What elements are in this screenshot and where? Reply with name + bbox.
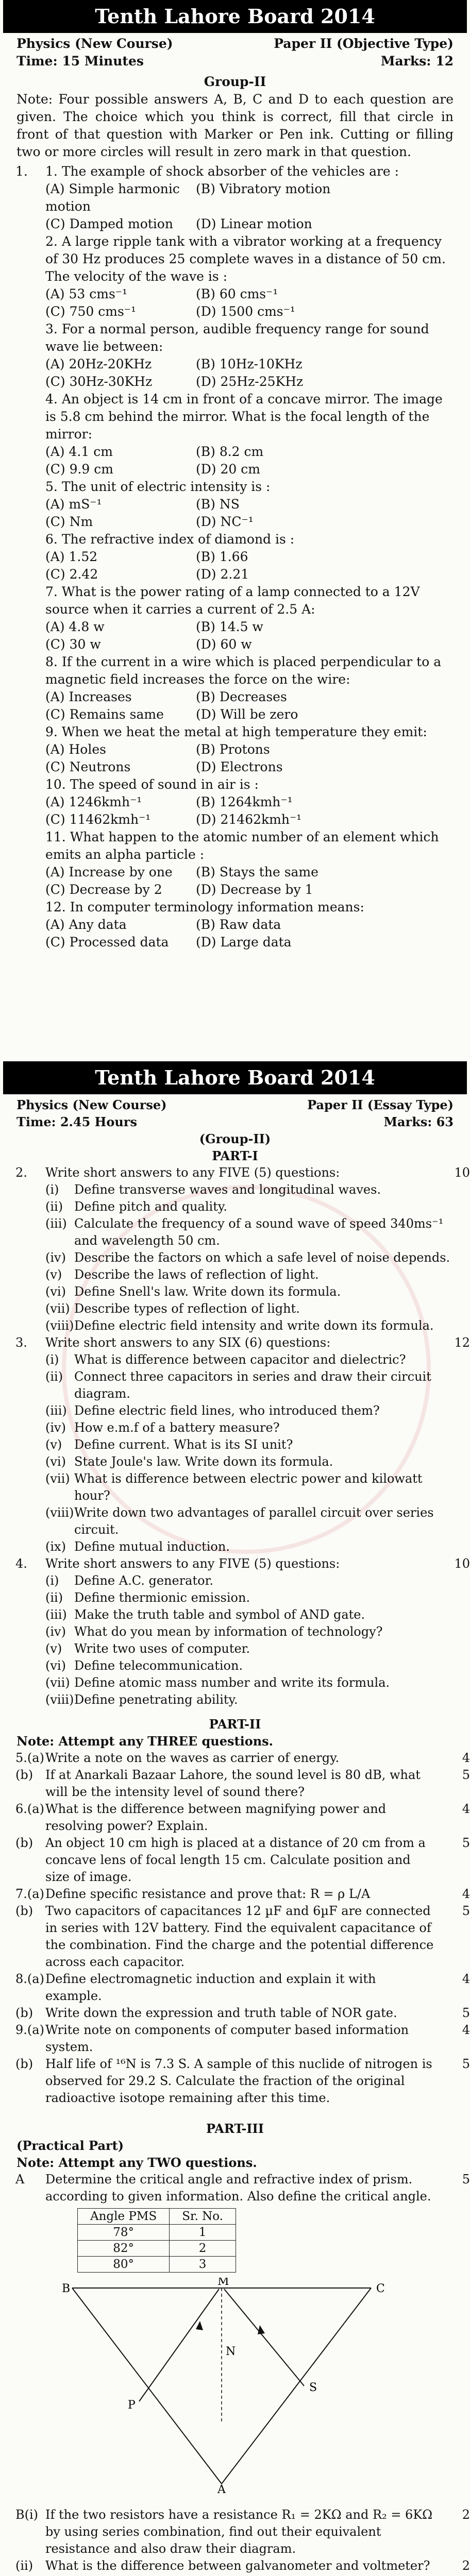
sub-question: (vii) Describe types of reflection of light. <box>45 1301 300 1316</box>
part1-heading: PART-I <box>212 1148 258 1163</box>
mcq-item <box>0 776 470 793</box>
short-question-q3: 3. Write short answers to any SIX (6) questions: 12 <box>15 1335 470 1350</box>
paper1-group: Group-II <box>204 74 266 89</box>
mcq-option: (A) 4.1 cm <box>45 444 113 459</box>
mcq-option: (D) 60 w <box>196 637 252 652</box>
label-m: M <box>217 2278 229 2288</box>
part3-note: Note: Attempt any TWO questions. <box>16 2155 257 2170</box>
mcq-options <box>0 285 470 320</box>
mcq-question: The unit of electric intensity is : <box>61 479 271 494</box>
long-question: (b) Half life of ¹⁶N is 7.3 S. A sample of this nuclide of nitrogen is observed for 29.2 S. Calculate the fraction of the original radioactive isotope remaining after this time. 5 <box>15 2057 470 2105</box>
label-b: B <box>62 2282 71 2295</box>
mcq-question: An object is 14 cm in front of a concave mirror. The image is 5.8 cm behind the mirror. What is the focal length of the mirror: <box>45 392 443 442</box>
label-p: P <box>128 2399 136 2412</box>
mcq-option: (D) 2.21 <box>196 567 249 582</box>
mcq-option: (B) Protons <box>196 742 270 757</box>
mcq-option: (A) 1.52 <box>45 549 98 564</box>
mcq-option: (A) Increase by one <box>45 865 173 879</box>
mcq-question: What happen to the atomic number of an element which emits an alpha particle : <box>45 829 439 862</box>
mcq-options <box>0 916 470 951</box>
long-question: 6.(a) What is the difference between magnifying power and resolving power? Explain. 4 <box>15 1802 470 1833</box>
mcq-question: What is the power rating of a lamp connected to a 12V source when it carries a current of 2.5 A: <box>45 584 420 617</box>
mcq-number: 6. <box>45 532 58 547</box>
mcq-option: (B) Raw data <box>196 917 281 932</box>
mcq-option: (A) Increases <box>45 689 132 704</box>
srno-header: Sr. No. <box>170 2209 236 2225</box>
sub-question: (i) Define A.C. generator. <box>45 1573 214 1588</box>
paper1-course: Physics (New Course) <box>16 36 173 51</box>
long-question: 9.(a) Write note on components of computer based information system. 4 <box>15 2023 470 2054</box>
paper2 <box>0 1061 470 2576</box>
short-question-q4: 4. Write short answers to any FIVE (5) questions: 10 <box>15 1556 470 1571</box>
mcq-options <box>0 741 470 776</box>
sub-question: (iii) Define electric field lines, who introduced them? <box>45 1403 380 1418</box>
mcq-option: (B) 8.2 cm <box>196 444 264 459</box>
label-s: S <box>309 2381 317 2394</box>
practical-q-a: A Determine the critical angle and refractive index of prism. according to given information. Also define the critical angle. 5 <box>15 2172 470 2204</box>
mcq-number: 11. <box>45 829 66 844</box>
mcq-options <box>0 618 470 653</box>
mcq-option: (D) Large data <box>196 935 292 950</box>
paper1-marks: Marks: 12 <box>380 54 454 69</box>
mcq-question: The refractive index of diamond is : <box>61 532 295 547</box>
mcq-option: (B) 10Hz-10KHz <box>196 357 303 371</box>
long-question: (b) If at Anarkali Bazaar Lahore, the sound level is 80 dB, what will be the intensity level of sound there? 5 <box>15 1768 470 1799</box>
mcq-question: The example of shock absorber of the vehicles are : <box>61 164 399 179</box>
mcq-number: 3. <box>45 321 58 336</box>
mcq-option: (C) Remains same <box>45 707 164 722</box>
mcq-option: (A) 53 cms⁻¹ <box>45 286 128 301</box>
mcq-option: (B) 14.5 w <box>196 619 263 634</box>
mcq-option: (C) Decrease by 2 <box>45 882 162 897</box>
paper2-course: Physics (New Course) <box>16 1097 167 1112</box>
mcq-number: 2. <box>45 234 58 249</box>
paper1-time: Time: 15 Minutes <box>16 54 144 69</box>
mcq-option: (B) 60 cms⁻¹ <box>196 286 278 301</box>
mcq-option: (D) Will be zero <box>196 707 298 722</box>
sub-question: (iii) Make the truth table and symbol of AND gate. <box>45 1607 365 1622</box>
angle-table <box>77 2208 236 2273</box>
mcq-option: (A) mS⁻¹ <box>45 497 102 512</box>
sub-question: (vii) What is difference between electric power and kilowatt hour? <box>45 1471 423 1503</box>
mcq-item <box>0 723 470 741</box>
mcq-option: (C) 2.42 <box>45 567 98 582</box>
sub-question: (viii) Define penetrating ability. <box>45 1692 238 1707</box>
mcq-number: 8. <box>45 654 58 669</box>
mcq-option: (A) Any data <box>45 917 127 932</box>
sub-question: (v) Write two uses of computer. <box>45 1641 250 1656</box>
paper1-banner: Tenth Lahore Board 2014 <box>3 0 467 33</box>
mcq-option: (C) Nm <box>45 514 93 529</box>
sub-question: (viii) Define electric field intensity and write down its formula. <box>45 1318 434 1333</box>
mcq-option: (D) 1500 cms⁻¹ <box>196 304 295 319</box>
sub-question: (i) What is difference between capacitor and dielectric? <box>45 1352 406 1367</box>
mcq-option: (D) 20 cm <box>196 462 260 477</box>
long-question: 5.(a) Write a note on the waves as carrier of energy. 4 <box>15 1751 470 1765</box>
sub-question: (ii) Define pitch and quality. <box>45 1199 227 1214</box>
mcq-option: (D) Linear motion <box>196 216 312 231</box>
sub-question: (viii) Write down two advantages of parallel circuit over series circuit. <box>45 1505 434 1537</box>
practical-label: (Practical Part) <box>16 2138 124 2153</box>
label-c: C <box>376 2282 385 2295</box>
prism-right-edge <box>222 2288 371 2484</box>
mcq-option: (C) 30Hz-30KHz <box>45 374 153 389</box>
paper1 <box>0 0 470 951</box>
long-question: 8.(a) Define electromagnetic induction and explain it with example. 4 <box>15 1972 470 2003</box>
ray-arrow-up <box>196 2321 203 2330</box>
mcq-options <box>0 688 470 723</box>
mcq-options <box>0 793 470 828</box>
paper2-banner: Tenth Lahore Board 2014 <box>3 1061 467 1094</box>
mcq-option: (D) Electrons <box>196 759 283 774</box>
sub-question: (vii) Define atomic mass number and write its formula. <box>45 1675 390 1690</box>
incident-ray <box>139 2289 219 2401</box>
mcq-question: The speed of sound in air is : <box>70 777 259 792</box>
sub-question: (iv) Describe the factors on which a safe level of noise depends. <box>45 1250 450 1265</box>
mcq-question: A large ripple tank with a vibrator working at a frequency of 30 Hz produces 25 complete waves in a distance of 50 cm. The velocity of the wave is : <box>45 234 446 284</box>
mcq-option: (C) 30 w <box>45 637 101 652</box>
mcq-list <box>0 163 470 951</box>
mcq-option: (D) 25Hz-25KHz <box>196 374 304 389</box>
mcq-options <box>0 355 470 391</box>
long-question: 7.(a) Define specific resistance and prove that: R = ρ L/A 4 <box>15 1887 470 1901</box>
angle-header: Angle PMS <box>78 2209 170 2225</box>
mcq-option: (C) 9.9 cm <box>45 462 113 477</box>
sub-question: (ii) Define thermionic emission. <box>45 1590 250 1605</box>
practical-q-b-i: B(i) If the two resistors have a resistance R₁ = 2KΩ and R₂ = 6KΩ by using series combination, find out their equivalent resistance and also draw their diagram. 2 <box>15 2507 470 2556</box>
prism-diagram <box>62 2278 423 2494</box>
mcq-number: 1. <box>45 164 58 179</box>
mcq-question: In computer terminology information means: <box>70 900 364 914</box>
sub-question: (vi) State Joule's law. Write down its formula. <box>45 1454 333 1469</box>
mcq-item <box>0 391 470 443</box>
paper2-time: Time: 2.45 Hours <box>16 1114 137 1129</box>
sub-question: (iii) Calculate the frequency of a sound wave of speed 340ms⁻¹ and wavelength 50 cm. <box>45 1216 444 1248</box>
mcq-options <box>0 496 470 531</box>
mcq-item: 1. 1. The example of shock absorber of the vehicles are : <box>15 164 399 179</box>
mcq-option: (C) 750 cms⁻¹ <box>45 304 137 319</box>
mcq-item <box>0 233 470 285</box>
sub-question: (i) Define transverse waves and longitudinal waves. <box>45 1182 381 1197</box>
mcq-option: (D) Decrease by 1 <box>196 882 313 897</box>
mcq-option: (C) Processed data <box>45 935 169 950</box>
mcq-option: (B) Decreases <box>196 689 287 704</box>
mcq-item <box>0 899 470 916</box>
mcq-number: 10. <box>45 777 66 792</box>
paper1-paper: Paper II (Objective Type) <box>274 36 454 51</box>
mcq-option: (B) Vibratory motion <box>196 181 331 196</box>
short-questions <box>0 1164 470 1708</box>
part2-heading: PART-II <box>209 1717 261 1732</box>
mcq-number: 5. <box>45 479 58 494</box>
mcq-item <box>0 531 470 548</box>
mcq-option: (C) Neutrons <box>45 759 131 774</box>
long-question: (b) Write down the expression and truth table of NOR gate. 5 <box>15 2006 470 2020</box>
mcq-item <box>0 320 470 355</box>
long-question: (b) An object 10 cm high is placed at a distance of 20 cm from a concave lens of focal length 15 cm. Calculate position and size of image. 5 <box>15 1836 470 1884</box>
mcq-item <box>0 653 470 688</box>
paper1-note: Note: Four possible answers A, B, C and D to each question are given. The choice which you think is correct, fill that circle in front of that question with Marker or Pen ink. Cutting or filling two or more circles will result in zero mark in that question. <box>16 92 454 159</box>
long-questions <box>0 1750 470 2107</box>
mcq-option: (B) NS <box>196 497 240 512</box>
mcq-option: (D) 21462kmh⁻¹ <box>196 812 302 827</box>
label-n: N <box>226 2345 236 2358</box>
paper2-paper: Paper II (Essay Type) <box>307 1097 454 1112</box>
mcq-number: 12. <box>45 900 66 914</box>
label-a: A <box>217 2483 226 2494</box>
short-question-q2: 2. Write short answers to any FIVE (5) questions: 10 <box>15 1165 470 1180</box>
mcq-item <box>0 478 470 496</box>
sub-question: (ix) Define mutual induction. <box>45 1539 230 1554</box>
sub-question: (vi) Define telecommunication. <box>45 1658 243 1673</box>
paper2-marks: Marks: 63 <box>383 1114 454 1129</box>
mcq-number: 7. <box>45 584 58 599</box>
sub-question: (vi) Define Snell's law. Write down its formula. <box>45 1284 341 1299</box>
mcq-number: 9. <box>45 724 58 739</box>
table-row: 80° 3 <box>78 2257 236 2273</box>
mcq-option: (B) 1.66 <box>196 549 248 564</box>
mcq-question: If the current in a wire which is placed perpendicular to a magnetic field increases the force on the wire: <box>45 654 442 687</box>
table-row: 78° 1 <box>78 2225 236 2241</box>
mcq-option: (A) 20Hz-20KHz <box>45 357 152 371</box>
table-row: 82° 2 <box>78 2241 236 2257</box>
mcq-option: (A) Simple harmonic motion <box>45 181 180 214</box>
long-question: (b) Two capacitors of capacitances 12 µF and 6µF are connected in series with 12V battery. Find the equivalent capacitance of the combination. Find the charge and the potential difference across each capacitor. 5 <box>15 1904 470 1969</box>
sub-question: (v) Describe the laws of reflection of light. <box>45 1267 319 1282</box>
sub-question: (ii) Connect three capacitors in series and draw their circuit diagram. <box>45 1369 431 1401</box>
mcq-options <box>0 863 470 899</box>
mcq-number: 4. <box>45 392 58 406</box>
mcq-option: (C) 11462kmh⁻¹ <box>45 812 151 827</box>
mcq-option: (B) 1264kmh⁻¹ <box>196 794 293 809</box>
paper2-group: (Group-II) <box>199 1131 271 1146</box>
part2-note: Note: Attempt any THREE questions. <box>16 1734 274 1749</box>
mcq-option: (A) Holes <box>45 742 106 757</box>
mcq-option: (A) 4.8 w <box>45 619 105 634</box>
mcq-options <box>0 443 470 478</box>
part3-heading: PART-III <box>206 2121 264 2136</box>
sub-question: (iv) What do you mean by information of technology? <box>45 1624 383 1639</box>
mcq-option: (D) NC⁻¹ <box>196 514 254 529</box>
sub-question: (iv) How e.m.f of a battery measure? <box>45 1420 280 1435</box>
reflected-ray <box>224 2289 304 2386</box>
ray-arrow-down <box>258 2325 265 2334</box>
mcq-item <box>0 583 470 618</box>
sub-question: (v) Define current. What is its SI unit? <box>45 1437 293 1452</box>
mcq-question: When we heat the metal at high temperature they emit: <box>61 724 427 739</box>
mcq-options <box>0 180 470 233</box>
mcq-option: (C) Damped motion <box>45 216 173 231</box>
practical-q-b-ii: (ii) What is the difference between galvanometer and voltmeter? 2 <box>15 2558 470 2573</box>
mcq-options <box>0 548 470 583</box>
mcq-question: For a normal person, audible frequency range for sound wave lie between: <box>45 321 429 354</box>
mcq-option: (B) Stays the same <box>196 865 318 879</box>
mcq-option: (A) 1246kmh⁻¹ <box>45 794 142 809</box>
mcq-item <box>0 828 470 863</box>
